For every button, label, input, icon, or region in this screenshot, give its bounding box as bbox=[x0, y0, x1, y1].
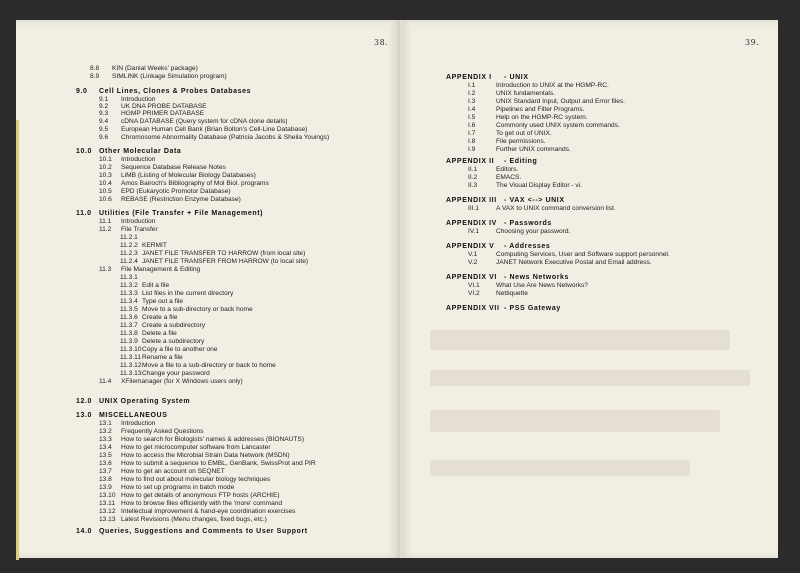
toc-entry bbox=[99, 196, 241, 204]
entry-title: Computing Services, User and Software support personnel. bbox=[496, 251, 670, 258]
entry-number: III.1 bbox=[468, 205, 479, 212]
entry-title: Create a file bbox=[142, 314, 178, 321]
entry-title: - Addresses bbox=[504, 243, 551, 250]
entry-title: Further UNIX commands. bbox=[496, 146, 571, 153]
toc-entry bbox=[120, 242, 167, 250]
entry-title: - VAX <--> UNIX bbox=[504, 197, 565, 204]
entry-number: 11.2 bbox=[99, 226, 112, 233]
entry-title: Rename a file bbox=[142, 354, 183, 361]
entry-number: 9.3 bbox=[99, 110, 109, 117]
toc-entry bbox=[468, 106, 584, 114]
entry-number: V.2 bbox=[468, 259, 478, 266]
page-edge-tab bbox=[16, 120, 19, 560]
toc-entry bbox=[99, 110, 204, 118]
entry-number: 11.3.8 bbox=[120, 330, 138, 337]
section-heading bbox=[76, 210, 263, 218]
entry-number: VI.1 bbox=[468, 282, 480, 289]
toc-entry bbox=[120, 306, 253, 314]
entry-title: The Visual Display Editor - vi. bbox=[496, 182, 582, 189]
entry-number: 11.3.9 bbox=[120, 338, 138, 345]
entry-title: Other Molecular Data bbox=[99, 148, 182, 155]
entry-title: Delete a subdirectory bbox=[142, 338, 205, 345]
entry-number: 11.3.1 bbox=[120, 274, 138, 281]
entry-number: 11.3.7 bbox=[120, 322, 138, 329]
entry-title: JANET FILE TRANSFER FROM HARROW (to local site) bbox=[142, 258, 309, 265]
toc-entry bbox=[468, 98, 625, 106]
toc-entry bbox=[120, 338, 204, 346]
entry-title: Utilities (File Transfer + File Management) bbox=[99, 210, 264, 217]
entry-number: 12.0 bbox=[76, 398, 93, 405]
entry-number: 11.1 bbox=[99, 218, 112, 225]
entry-number: 8.9 bbox=[90, 73, 100, 80]
entry-number: 11.3 bbox=[99, 266, 112, 273]
entry-number: 13.4 bbox=[99, 444, 112, 451]
entry-number: 11.0 bbox=[76, 210, 92, 217]
entry-title: cDNA DATABASE (Query system for cDNA clone details) bbox=[121, 118, 288, 125]
toc-entry bbox=[468, 82, 609, 90]
toc-entry bbox=[120, 322, 205, 330]
entry-number: APPENDIX VI bbox=[446, 274, 497, 281]
entry-title: File permissions. bbox=[496, 138, 546, 145]
entry-title: KERMIT bbox=[142, 242, 167, 249]
entry-number: 13.0 bbox=[76, 412, 93, 419]
toc-entry bbox=[99, 180, 269, 188]
toc-entry bbox=[468, 166, 518, 174]
entry-number: 11.3.11 bbox=[120, 354, 142, 361]
toc-entry bbox=[468, 182, 582, 190]
toc-entry bbox=[99, 188, 231, 196]
toc-entry bbox=[468, 130, 552, 138]
entry-title: Delete a file bbox=[142, 330, 177, 337]
entry-number: 10.1 bbox=[99, 156, 112, 163]
entry-title: MISCELLANEOUS bbox=[99, 412, 168, 419]
toc-entry bbox=[468, 282, 588, 290]
entry-number: II.2 bbox=[468, 174, 478, 181]
entry-title: - PSS Gateway bbox=[504, 305, 561, 312]
book-gutter bbox=[398, 20, 402, 558]
entry-title: HGMP PRIMER DATABASE bbox=[121, 110, 205, 117]
entry-title: REBASE (Restriction Enzyme Database) bbox=[121, 196, 241, 203]
entry-number: I.5 bbox=[468, 114, 476, 121]
section-heading bbox=[76, 412, 167, 420]
entry-number: I.2 bbox=[468, 90, 476, 97]
toc-entry bbox=[99, 436, 304, 444]
toc-entry bbox=[99, 500, 282, 508]
entry-number: II.1 bbox=[468, 166, 478, 173]
entry-title: File Transfer bbox=[121, 226, 158, 233]
entry-title: SIMLINK (Linkage Simulation program) bbox=[112, 73, 227, 80]
entry-title: JANET FILE TRANSFER TO HARROW (from local site) bbox=[142, 250, 306, 257]
entry-title: Intellectual improvement & hand-eye coordination exercises bbox=[121, 508, 296, 515]
page-number-left: 38. bbox=[374, 38, 389, 47]
entry-title: How to submit a sequence to EMBL, GenBank, SwissProt and PIR bbox=[121, 460, 316, 467]
entry-title: Queries, Suggestions and Comments to User Support bbox=[99, 528, 308, 535]
toc-entry bbox=[99, 378, 243, 386]
entry-title: Latest Revisions (Menu changes, fixed bugs, etc.) bbox=[121, 516, 267, 523]
toc-entry bbox=[468, 174, 521, 182]
toc-entry bbox=[120, 330, 177, 338]
section-heading bbox=[446, 158, 537, 166]
entry-number: 10.4 bbox=[99, 180, 112, 187]
entry-number: VI.2 bbox=[468, 290, 480, 297]
toc-entry bbox=[468, 122, 620, 130]
entry-number: I.4 bbox=[468, 106, 476, 113]
entry-number: APPENDIX II bbox=[446, 158, 495, 165]
entry-title: File Management & Editing bbox=[121, 266, 201, 273]
entry-number: 11.2.1 bbox=[120, 234, 138, 241]
entry-number: 13.11 bbox=[99, 500, 116, 507]
toc-entry bbox=[99, 460, 316, 468]
toc-entry bbox=[468, 259, 652, 267]
entry-title: - News Networks bbox=[504, 274, 570, 281]
toc-entry bbox=[99, 172, 256, 180]
entry-number: 11.3.2 bbox=[120, 282, 138, 289]
toc-entry bbox=[90, 73, 227, 81]
entry-title: How to browse files efficiently with the 'more' command bbox=[121, 500, 283, 507]
entry-title: LiMB (Listing of Molecular Biology Databases) bbox=[121, 172, 256, 179]
toc-entry bbox=[99, 452, 290, 460]
entry-number: IV.1 bbox=[468, 228, 480, 235]
toc-entry bbox=[99, 218, 155, 226]
entry-number: APPENDIX IV bbox=[446, 220, 497, 227]
entry-title: Nettiquette bbox=[496, 290, 528, 297]
entry-number: 9.6 bbox=[99, 134, 109, 141]
entry-title: Type out a file bbox=[142, 298, 184, 305]
entry-number: APPENDIX III bbox=[446, 197, 497, 204]
section-heading bbox=[76, 148, 181, 156]
entry-number: 9.1 bbox=[99, 96, 109, 103]
toc-entry bbox=[468, 90, 555, 98]
entry-title: Introduction bbox=[121, 218, 156, 225]
entry-number: I.7 bbox=[468, 130, 476, 137]
toc-entry bbox=[468, 146, 571, 154]
entry-title: How to set up programs in batch mode bbox=[121, 484, 235, 491]
entry-title: Move a file to a sub-directory or back to home bbox=[142, 362, 276, 369]
entry-title: Introduction to UNIX at the HGMP-RC. bbox=[496, 82, 609, 89]
toc-entry bbox=[99, 156, 155, 164]
entry-title: A VAX to UNIX command conversion list. bbox=[496, 205, 616, 212]
section-heading bbox=[76, 528, 308, 536]
entry-number: 11.3.13 bbox=[120, 370, 142, 377]
entry-number: I.3 bbox=[468, 98, 476, 105]
entry-number: 8.8 bbox=[90, 65, 100, 72]
toc-entry bbox=[120, 362, 276, 370]
toc-entry bbox=[468, 138, 545, 146]
entry-number: 11.3.3 bbox=[120, 290, 138, 297]
toc-entry bbox=[99, 226, 158, 234]
toc-entry bbox=[99, 134, 329, 142]
entry-number: 11.3.10 bbox=[120, 346, 142, 353]
toc-entry bbox=[468, 290, 528, 298]
entry-number: 10.6 bbox=[99, 196, 112, 203]
entry-number: 11.3.6 bbox=[120, 314, 138, 321]
entry-title: Copy a file to another one bbox=[142, 346, 218, 353]
entry-number: 13.1 bbox=[99, 420, 112, 427]
entry-number: 11.2.4 bbox=[120, 258, 138, 265]
entry-title: Create a subdirectory bbox=[142, 322, 206, 329]
toc-entry bbox=[468, 251, 670, 259]
entry-title: UK DNA PROBE DATABASE bbox=[121, 103, 207, 110]
toc-entry bbox=[120, 282, 169, 290]
entry-title: UNIX fundamentals. bbox=[496, 90, 556, 97]
entry-number: APPENDIX I bbox=[446, 74, 492, 81]
section-heading bbox=[446, 305, 561, 313]
entry-title: Choosing your password. bbox=[496, 228, 571, 235]
entry-number: II.3 bbox=[468, 182, 478, 189]
entry-title: XFilemanager (for X Windows users only) bbox=[121, 378, 243, 385]
entry-number: 14.0 bbox=[76, 528, 93, 535]
entry-title: Cell Lines, Clones & Probes Databases bbox=[99, 88, 252, 95]
bleed-through-block bbox=[430, 460, 690, 476]
entry-title: - Passwords bbox=[504, 220, 552, 227]
entry-number: 13.13 bbox=[99, 516, 116, 523]
toc-entry bbox=[120, 298, 183, 306]
entry-number: 13.12 bbox=[99, 508, 116, 515]
entry-number: I.9 bbox=[468, 146, 476, 153]
entry-title: Introduction bbox=[121, 96, 156, 103]
entry-title: To get out of UNIX. bbox=[496, 130, 552, 137]
toc-entry bbox=[99, 484, 234, 492]
entry-title: How to search for Biologists' names & addresses (BIONAUTS) bbox=[121, 436, 305, 443]
toc-entry bbox=[120, 274, 142, 282]
toc-entry bbox=[120, 258, 308, 266]
page-number-right: 39. bbox=[745, 38, 760, 47]
section-heading bbox=[446, 274, 569, 282]
entry-title: How to access the Microbial Strain Data Network (MSDN) bbox=[121, 452, 290, 459]
entry-title: Frequently Asked Questions bbox=[121, 428, 204, 435]
entry-number: 10.3 bbox=[99, 172, 112, 179]
entry-title: Introduction bbox=[121, 156, 156, 163]
toc-entry bbox=[468, 114, 588, 122]
entry-title: Move to a sub-directory or back home bbox=[142, 306, 253, 313]
entry-number: 11.4 bbox=[99, 378, 112, 385]
entry-title: UNIX Operating System bbox=[99, 398, 191, 405]
entry-title: List files in the current directory bbox=[142, 290, 234, 297]
entry-title: Introduction bbox=[121, 420, 156, 427]
toc-entry bbox=[99, 428, 203, 436]
entry-title: KIN (Danial Weeks' package) bbox=[112, 65, 198, 72]
toc-entry bbox=[99, 126, 307, 134]
entry-number: 9.0 bbox=[76, 88, 88, 95]
section-heading bbox=[446, 74, 529, 82]
toc-entry bbox=[468, 228, 570, 236]
entry-title: Editors. bbox=[496, 166, 519, 173]
entry-number: 10.0 bbox=[76, 148, 93, 155]
entry-title: Change your password bbox=[142, 370, 210, 377]
entry-number: 11.3.12 bbox=[120, 362, 142, 369]
entry-number: 10.2 bbox=[99, 164, 112, 171]
toc-entry bbox=[120, 354, 183, 362]
entry-title: How to get microcomputer software from Lancaster bbox=[121, 444, 271, 451]
entry-title: Amos Bairoch's Bibliography of Mol Biol. programs bbox=[121, 180, 269, 187]
entry-number: 9.4 bbox=[99, 118, 109, 125]
entry-title: How to get details of anonymous FTP hosts (ARCHIE) bbox=[121, 492, 280, 499]
toc-entry bbox=[120, 314, 178, 322]
toc-entry bbox=[120, 346, 218, 354]
entry-title: How to find out about molecular biology techniques bbox=[121, 476, 271, 483]
toc-entry bbox=[99, 164, 226, 172]
entry-title: UNIX Standard Input, Output and Error files. bbox=[496, 98, 626, 105]
section-heading bbox=[446, 197, 565, 205]
entry-number: 13.5 bbox=[99, 452, 112, 459]
toc-entry bbox=[120, 250, 305, 258]
entry-number: 11.2.2 bbox=[120, 242, 138, 249]
entry-number: 9.5 bbox=[99, 126, 109, 133]
entry-number: 11.3.5 bbox=[120, 306, 138, 313]
toc-entry bbox=[99, 444, 271, 452]
entry-title: - Editing bbox=[504, 158, 538, 165]
toc-entry bbox=[99, 492, 280, 500]
entry-number: 11.2.3 bbox=[120, 250, 138, 257]
entry-number: 13.9 bbox=[99, 484, 112, 491]
toc-entry bbox=[99, 476, 270, 484]
entry-number: APPENDIX VII bbox=[446, 305, 500, 312]
toc-entry bbox=[99, 508, 295, 516]
entry-title: Edit a file bbox=[142, 282, 170, 289]
entry-title: Commonly used UNIX system commands. bbox=[496, 122, 620, 129]
entry-title: Sequence Database Release Notes bbox=[121, 164, 226, 171]
entry-number: I.6 bbox=[468, 122, 476, 129]
toc-entry bbox=[99, 516, 267, 524]
entry-number: 13.8 bbox=[99, 476, 112, 483]
section-heading bbox=[446, 243, 550, 251]
entry-number: 10.5 bbox=[99, 188, 112, 195]
entry-title: - UNIX bbox=[504, 74, 529, 81]
entry-title: JANET Network Executive Postal and Email address. bbox=[496, 259, 652, 266]
bleed-through-block bbox=[430, 410, 720, 432]
toc-entry bbox=[99, 420, 155, 428]
entry-title: EMACS. bbox=[496, 174, 522, 181]
entry-title: EPD (Eukaryotic Promotor Database) bbox=[121, 188, 231, 195]
entry-number: I.1 bbox=[468, 82, 476, 89]
toc-entry bbox=[99, 118, 287, 126]
entry-number: 11.3.4 bbox=[120, 298, 138, 305]
entry-title: Chromosome Abnormality Database (Patricia Jacobs & Sheila Youings) bbox=[121, 134, 330, 141]
entry-number: 13.3 bbox=[99, 436, 112, 443]
section-heading bbox=[76, 398, 190, 406]
entry-title: Pipelines and Filter Programs. bbox=[496, 106, 585, 113]
entry-number: 13.7 bbox=[99, 468, 112, 475]
bleed-through-block bbox=[430, 330, 730, 350]
entry-title: How to get an account on SEQNET bbox=[121, 468, 225, 475]
toc-entry bbox=[468, 205, 616, 213]
entry-number: 13.6 bbox=[99, 460, 112, 467]
toc-entry bbox=[90, 65, 198, 73]
entry-number: 13.2 bbox=[99, 428, 112, 435]
entry-number: 9.2 bbox=[99, 103, 109, 110]
section-heading bbox=[446, 220, 552, 228]
entry-title: European Human Cell Bank (Brian Bolton's Cell-Line Database) bbox=[121, 126, 308, 133]
toc-entry bbox=[99, 266, 200, 274]
entry-number: I.8 bbox=[468, 138, 476, 145]
toc-entry bbox=[99, 468, 225, 476]
toc-entry bbox=[120, 234, 142, 242]
section-heading bbox=[76, 88, 251, 96]
toc-entry bbox=[120, 290, 233, 298]
bleed-through-block bbox=[430, 370, 750, 386]
entry-title: What Use Are News Networks? bbox=[496, 282, 588, 289]
entry-number: 13.10 bbox=[99, 492, 116, 499]
toc-entry bbox=[120, 370, 210, 378]
entry-number: V.1 bbox=[468, 251, 478, 258]
entry-number: APPENDIX V bbox=[446, 243, 495, 250]
entry-title: Help on the HGMP-RC system. bbox=[496, 114, 588, 121]
